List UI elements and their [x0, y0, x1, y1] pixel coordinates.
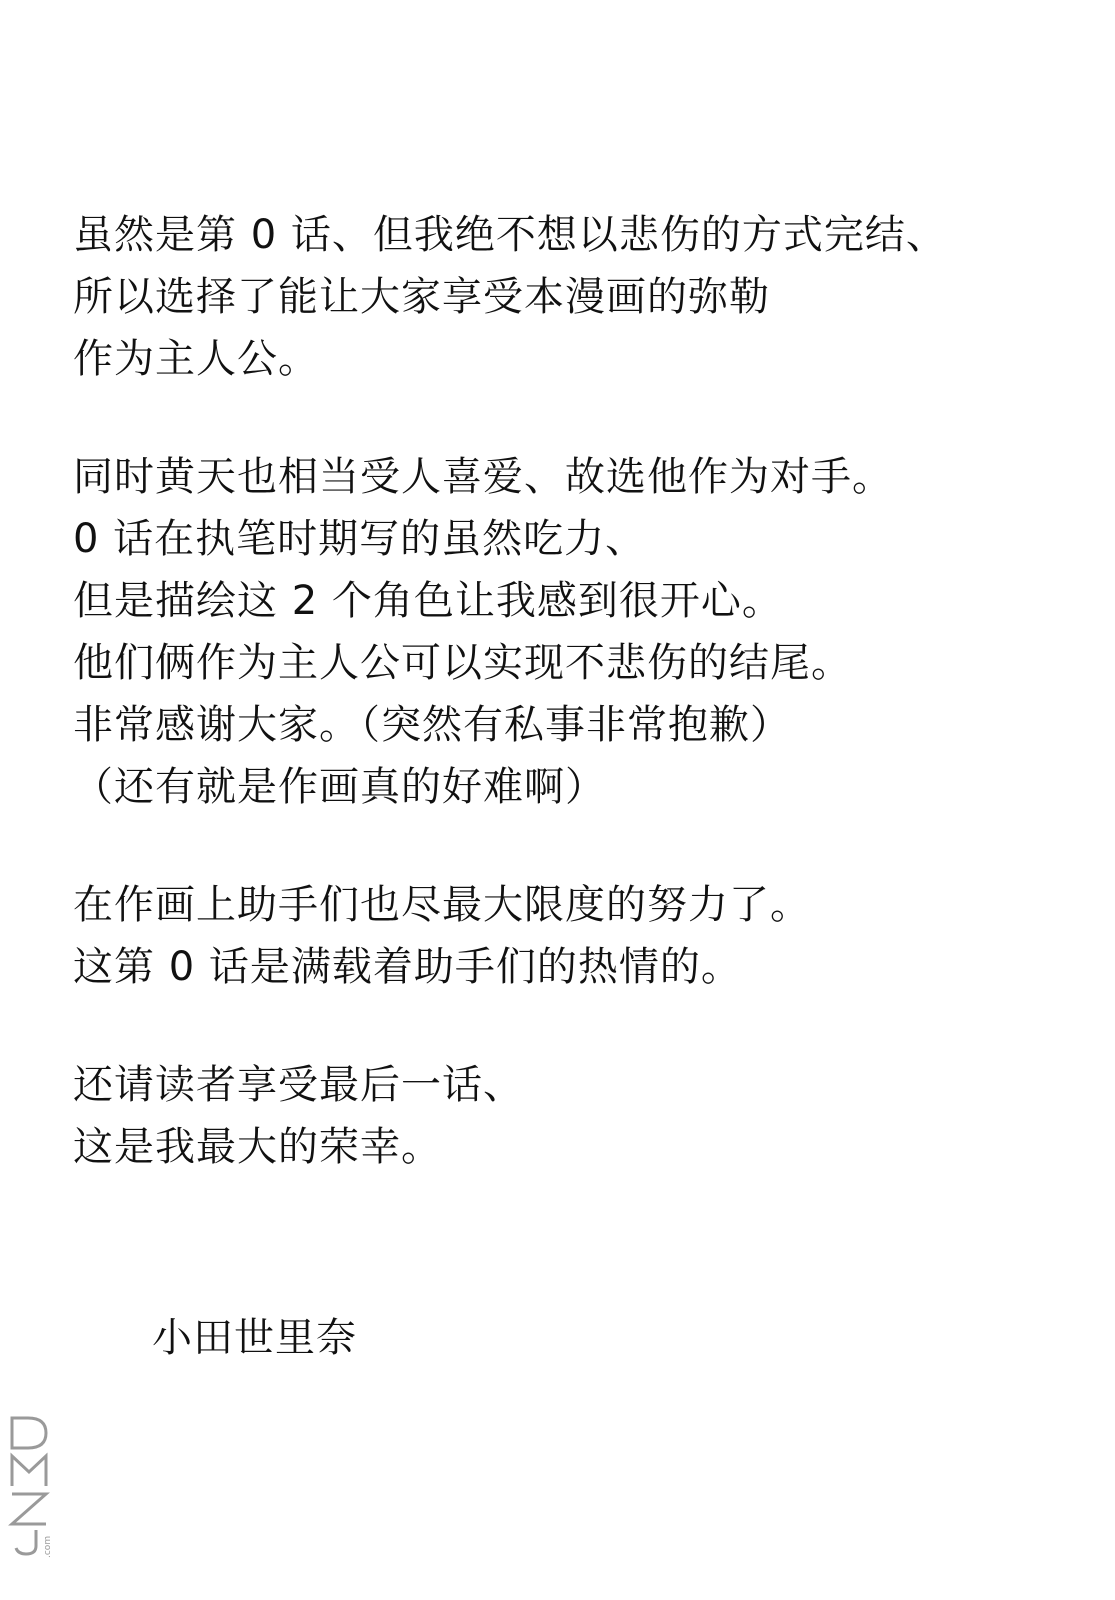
text-line: 0 话在执笔时期写的虽然吃力、 [73, 516, 647, 562]
paragraph-4 [73, 1054, 1073, 1178]
text-line: 作为主人公。 [73, 336, 319, 382]
author-signature: 小田世里奈 [152, 1315, 357, 1361]
text-line: 非常感谢大家。（突然有私事非常抱歉） [73, 702, 791, 748]
text-line: 所以选择了能让大家享受本漫画的弥勒 [73, 274, 770, 320]
text-line: 虽然是第 0 话、但我绝不想以悲伤的方式完结、 [73, 212, 947, 258]
text-line: 这第 0 话是满载着助手们的热情的。 [73, 944, 742, 990]
paragraph-gap [73, 818, 1073, 874]
text-line: 同时黄天也相当受人喜爱、故选他作为对手。 [73, 454, 893, 500]
text-line: 还请读者享受最后一话、 [73, 1062, 524, 1108]
text-line: 但是描绘这 2 个角色让我感到很开心。 [73, 578, 783, 624]
paragraph-gap [73, 998, 1073, 1054]
afterword-text [73, 204, 1073, 1178]
svg-text:.com: .com [43, 1535, 53, 1558]
paragraph-gap [73, 390, 1073, 446]
text-line: 他们俩作为主人公可以实现不悲伤的结尾。 [73, 640, 852, 686]
text-line: （还有就是作画真的好难啊） [73, 764, 606, 810]
dmzj-watermark-logo [6, 1412, 54, 1562]
paragraph-2 [73, 446, 1073, 818]
paragraph-1 [73, 204, 1073, 390]
text-line: 这是我最大的荣幸。 [73, 1124, 442, 1170]
paragraph-3 [73, 874, 1073, 998]
text-line: 在作画上助手们也尽最大限度的努力了。 [73, 882, 811, 928]
